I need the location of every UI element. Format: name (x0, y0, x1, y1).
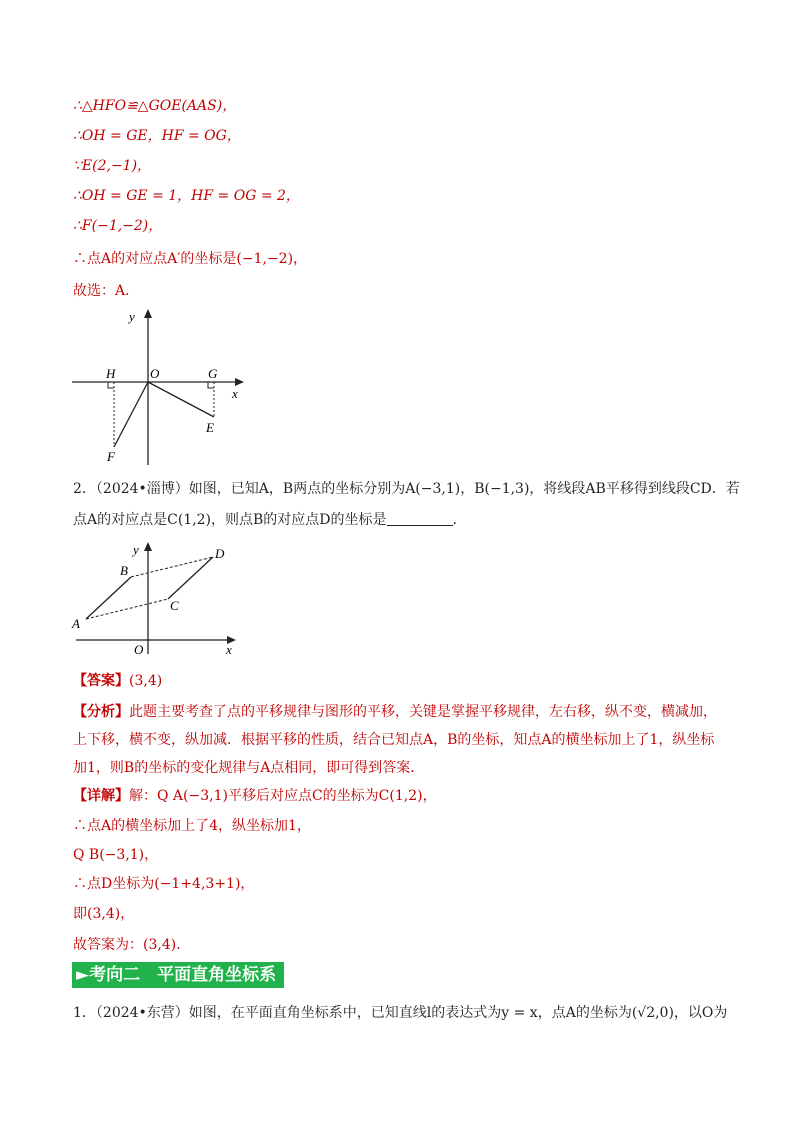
problem-2-statement: 2．（2024•淄博）如图，已知A，B两点的坐标分别为A(−3,1)，B(−1,3)，将线段AB平移得到线段CD．若 (73, 481, 740, 497)
proof-line-choice: 故选：A． (73, 283, 140, 299)
section-heading: ►考向二 平面直角坐标系 (72, 962, 284, 988)
label-y: y (129, 309, 135, 324)
segment-cd (168, 557, 213, 599)
label-e: E (206, 420, 214, 435)
y-axis-arrow (144, 542, 152, 551)
analysis-tag: 【分析】 (73, 704, 129, 720)
answer-line (73, 672, 162, 690)
segment-ab (86, 577, 131, 619)
detail-line-6: 故答案为：(3,4)． (73, 937, 191, 953)
problem-2-period: ． (452, 512, 467, 528)
detail-line-2: ∴点A的横坐标加上了4，纵坐标加1， (73, 818, 311, 834)
label-o: O (134, 642, 144, 657)
label-c: C (170, 598, 179, 613)
proof-line-result: ∴点A的对应点A′的坐标是(−1,−2)， (73, 251, 308, 267)
proof-line-point-f: ∴F(−1,−2)， (73, 218, 163, 234)
proof-line-congruence: ∴△HFO≌△GOE(AAS)， (73, 98, 237, 114)
problem-2-question (73, 511, 467, 529)
segment-of (114, 382, 148, 447)
label-h: H (106, 366, 116, 381)
analysis-line-2: 上下移，横不变，纵加减．根据平移的性质，结合已知点A，B的坐标，知点A的横坐标加上了1，纵坐标 (73, 732, 715, 748)
label-f: F (107, 449, 115, 464)
answer-blank (387, 511, 453, 526)
detail-line-4: ∴点D坐标为(−1+4,3+1)， (73, 876, 255, 892)
detail-text-1: 解：Q A(−3,1)平移后对应点C的坐标为C(1,2)， (129, 788, 437, 804)
answer-tag: 【答案】 (73, 673, 129, 689)
problem-2-question-text: 点A的对应点是C(1,2)，则点B的对应点D的坐标是 (73, 512, 387, 528)
right-angle-h (108, 382, 114, 388)
detail-line-3: Q B(−3,1)， (73, 847, 159, 863)
x-axis-arrow (235, 378, 244, 386)
segment-ac-dashed (86, 599, 168, 619)
segment-bd-dashed (131, 557, 213, 577)
detail-tag: 【详解】 (73, 788, 129, 804)
label-o: O (150, 366, 160, 381)
label-d: D (215, 546, 225, 561)
proof-line-equal-sides: ∴OH = GE，HF = OG， (73, 128, 241, 144)
segment-oe (148, 382, 214, 417)
problem-1-statement: 1．（2024•东营）如图，在平面直角坐标系中，已知直线l的表达式为y = x，点A的坐标为(√2,0)，以O为 (73, 1005, 728, 1021)
label-y: y (133, 542, 139, 557)
analysis-line-3: 加1，则B的坐标的变化规律与A点相同，即可得到答案． (73, 760, 425, 776)
figure-2-translation-diagram (66, 538, 246, 660)
answer-value: (3,4) (129, 673, 163, 689)
label-x: x (232, 386, 238, 401)
right-angle-g (208, 382, 214, 388)
label-g: G (208, 366, 218, 381)
detail-line-5: 即(3,4)， (73, 906, 135, 922)
label-a: A (72, 616, 80, 631)
analysis-text-1: 此题主要考查了点的平移规律与图形的平移，关键是掌握平移规律，左右移，纵不变，横减加， (129, 704, 717, 720)
label-x: x (226, 642, 232, 657)
y-axis-arrow (144, 309, 152, 318)
detail-line-1 (73, 787, 437, 805)
figure-1-coordinate-diagram (66, 305, 256, 467)
analysis-line-1 (73, 703, 717, 721)
label-b: B (120, 563, 128, 578)
proof-line-point-e: ∵E(2,−1)， (73, 158, 152, 174)
proof-line-lengths: ∴OH = GE = 1，HF = OG = 2， (73, 188, 300, 204)
